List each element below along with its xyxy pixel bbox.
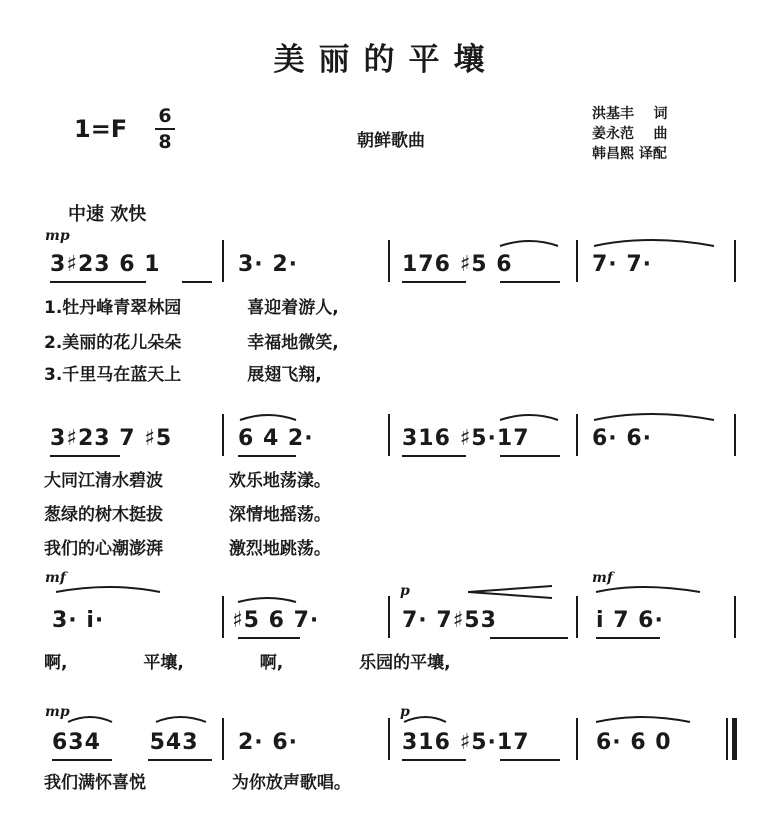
- measure-notes: 6· 6 0: [596, 730, 672, 755]
- tie-arc: [56, 587, 160, 592]
- measure-notes: 6 4 2·: [238, 426, 314, 451]
- tie-arc: [594, 240, 714, 246]
- tie-arc: [238, 598, 296, 602]
- measure-notes: 316 ♯5·17: [402, 426, 530, 451]
- tempo-marking: 中速 欢快: [68, 204, 147, 225]
- measure-notes: 3♯23 6 1: [50, 252, 161, 277]
- tie-arc: [500, 415, 558, 420]
- lyric-line: 大同江清水碧波 欢乐地荡漾。: [44, 471, 331, 491]
- time-denominator: 8: [158, 131, 172, 153]
- credit-composer: 姜永范 曲: [592, 126, 668, 142]
- measure-notes: 176 ♯5 6: [402, 252, 513, 277]
- tie-arc: [404, 717, 446, 722]
- measure-notes: 2· 6·: [238, 730, 298, 755]
- key-signature: 1=F: [74, 115, 128, 143]
- dynamic-mark: mf: [45, 570, 66, 586]
- lyric-line: 啊, 平壤, 啊, 乐园的平壤,: [44, 653, 451, 673]
- measure-notes: ♯5 6 7·: [232, 608, 320, 633]
- time-numerator: 6: [158, 105, 172, 127]
- dynamic-mark: p: [400, 583, 410, 599]
- measure-notes: 7· 7♯53: [402, 608, 497, 633]
- measure-notes: 316 ♯5·17: [402, 730, 530, 755]
- credit-translator: 韩昌熙 译配: [592, 146, 667, 162]
- lyric-line: 葱绿的树木挺拔 深情地摇荡。: [44, 505, 331, 525]
- measure-notes: 3♯23 7 ♯5: [50, 426, 173, 451]
- tie-arc: [596, 717, 690, 722]
- measure-notes: 634 543: [52, 730, 199, 755]
- tie-arc: [500, 241, 558, 246]
- tie-arc: [156, 717, 206, 722]
- song-title: 美丽的平壤: [273, 42, 499, 78]
- dynamic-mark: mp: [45, 704, 70, 720]
- tie-arc: [240, 415, 296, 420]
- lyric-line: 1.牡丹峰青翠林园 喜迎着游人,: [44, 298, 339, 318]
- crescendo-line: [468, 592, 552, 598]
- tie-arc: [594, 414, 714, 420]
- measure-notes: 6· 6·: [592, 426, 652, 451]
- lyric-line: 3.千里马在蓝天上 展翅飞翔,: [44, 365, 322, 385]
- lyric-line: 我们满怀喜悦 为你放声歌唱。: [44, 773, 351, 793]
- measure-notes: i 7 6·: [596, 608, 664, 633]
- song-origin: 朝鲜歌曲: [357, 131, 425, 151]
- measure-notes: 7· 7·: [592, 252, 652, 277]
- tie-arc: [68, 717, 112, 722]
- lyric-line: 我们的心潮澎湃 激烈地跳荡。: [44, 539, 331, 559]
- dynamic-mark: mf: [592, 570, 613, 586]
- measure-notes: 3· 2·: [238, 252, 298, 277]
- credit-lyricist: 洪基丰 词: [592, 106, 668, 122]
- dynamic-mark: mp: [45, 228, 70, 244]
- measure-notes: 3· i·: [52, 608, 105, 633]
- dynamic-mark: p: [400, 704, 410, 720]
- tie-arc: [596, 587, 700, 592]
- crescendo-line: [468, 586, 552, 592]
- lyric-line: 2.美丽的花儿朵朵 幸福地微笑,: [44, 333, 339, 353]
